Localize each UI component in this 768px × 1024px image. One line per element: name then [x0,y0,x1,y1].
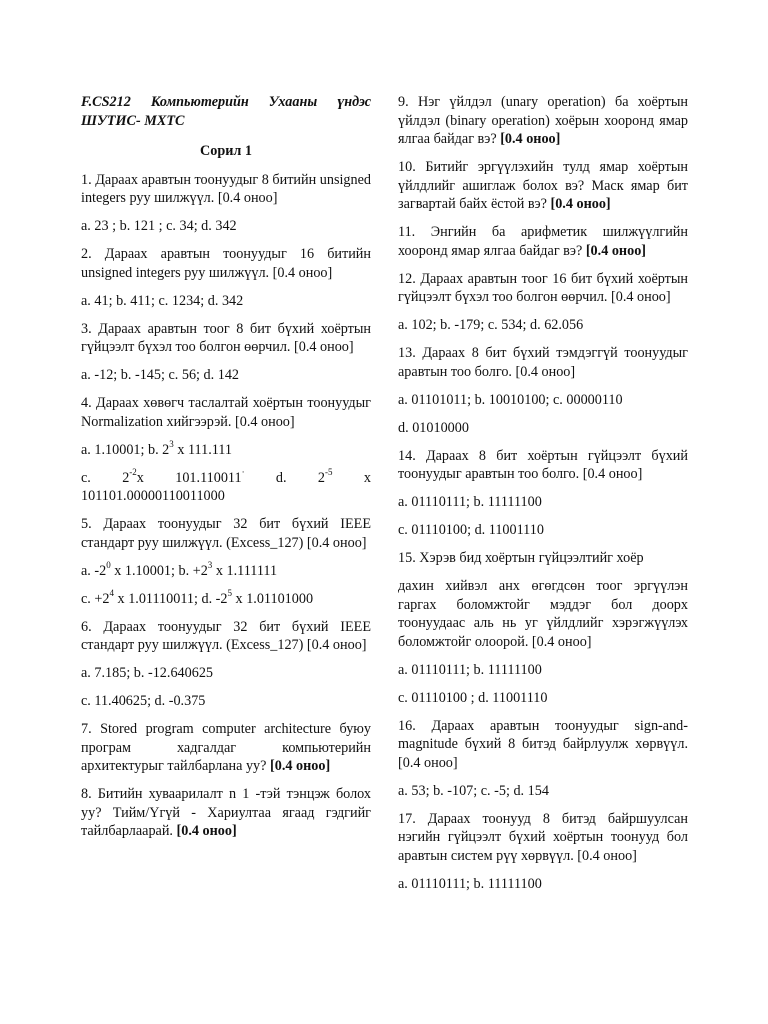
left-column [81,93,371,850]
question-16-options: a. 53; b. -107; c. -5; d. 154 [398,782,549,799]
question-12: 12. Дараах аравтын тоог 16 бит бүхий хоёртын гүйцээлт бүхэл тоо болгон өөрчил. [0.4 оноо] [398,270,688,305]
question-15-line1: 15. Хэрэв бид хоёртын гүйцээлтийг хоёр [398,550,644,566]
question-1-options: a. 23 ; b. 121 ; c. 34; d. 342 [81,218,237,234]
question-13-options-abc: a. 01101011; b. 10010100; c. 00000110 [398,391,623,408]
question-5-options-cd: c. $+2^4$ x 1.01110011; d. $-2^5$ x 1.01101000 [81,587,314,607]
question-8: 8. Битийн хуваарилалт n 1 -тэй тэнцэж болох уу? Тийм/Үгүй - Хариултаа ягаад гэдгийг тайлбарлаарай. [0.4 оноо] [81,786,371,839]
question-4: 4. Дараах хөвөгч таслалтай хоёртын тоонуудыг Normalization хийгээрэй. [0.4 оноо] [81,395,371,430]
question-15-options-cd: c. 01110100 ; d. 11001110 [398,689,548,706]
question-5-options-ab: a. $-2^0$ x 1.10001; b. $+2^3$ x 1.111111 [81,559,278,579]
question-13-options-d: d. 01010000 [398,419,469,436]
question-14-options-cd: c. 01110100; d. 11001110 [398,522,544,538]
question-9: 9. Нэг үйлдэл (unary operation) ба хоёртын үйлдэл (binary operation) хоёрын хооронд ямар ялгаа байдаг вэ? [0.4 оноо] [398,94,688,147]
question-16: 16. Дараах аравтын тоонуудыг sign-and-magnitude бүхий 8 битэд байрлуулж хөрвүүл. [0.4 оноо] [398,717,688,771]
question-12-options: a. 102; b. -179; c. 534; d. 62.056 [398,317,584,333]
question-11: 11. Энгийн ба арифметик шилжүүлгийн хооронд ямар ялгаа байдаг вэ? [0.4 оноо] [398,224,688,259]
question-3: 3. Дараах аравтын тоог 8 бит бүхий хоёртын гүйцээлт бүхэл тоо болгон өөрчил. [0.4 оноо] [81,320,371,355]
question-2-options: a. 41; b. 411; c. 1234; d. 342 [81,292,244,309]
question-15-options-ab: a. 01110111; b. 11111100 [398,661,542,678]
question-13: 13. Дараах 8 бит бүхий тэмдэггүй тоонуудыг аравтын тоо болго. [0.4 оноо] [398,345,688,380]
right-column [398,93,688,903]
question-7: 7. Stored program computer architecture буюу програм хадгалдаг компьютерийн архитектурыг тайлбарлана уу? [0.4 оноо] [81,721,371,774]
course-header: F.CS212 Компьютерийн Ухааны үндэс ШУТИС- МХТС [81,94,371,129]
question-3-options: a. -12; b. -145; c. 56; d. 142 [81,367,240,383]
question-5: 5. Дараах тоонуудыг 32 бит бүхий IEEE стандарт руу шилжүүл. (Excess_127) [0.4 оноо] [81,516,371,551]
question-15-line2: дахин хийвэл анх өгөгдсөн тоог эргүүлэн гаргах боломжтойг мэддэг бол доорх тоонуудаас аль нь уг үйлдлийг хэрэгжүүлэх боломжтойг олоорой. [0.4 оноо] [398,578,688,650]
page-title: Сорил 1 [199,143,252,159]
question-10: 10. Битийг эргүүлэхийн тулд ямар хоёртын үйлдлийг ашиглаж болох вэ? Маск ямар бит загвартай байх ёстой вэ? [0.4 оноо] [398,159,688,212]
question-6: 6. Дараах тоонуудыг 32 бит бүхий IEEE стандарт руу шилжүүл. (Excess_127) [0.4 оноо] [81,618,371,653]
question-14-options-ab: a. 01110111; b. 11111100 [398,494,542,510]
question-17-options: a. 01110111; b. 11111100 [398,875,542,892]
question-4-options-d-cont: 101101.00000110011000 [81,488,225,504]
question-17: 17. Дараах тоонууд 8 битэд байршуулсан нэгийн гүйцээлт бүхий хоёртын тоонууд бол аравтын систем рүү хөрвүүл. [0.4 оноо] [398,810,688,864]
question-6-options-cd: c. 11.40625; d. -0.375 [81,693,206,709]
question-2: 2. Дараах аравтын тоонуудыг 16 битийн unsigned integers руу шилжүүл. [0.4 оноо] [81,246,371,281]
question-4-options-ab: a. 1.10001; b. $2^3$ x 111.111 [81,438,232,458]
question-6-options-ab: a. 7.185; b. -12.640625 [81,665,214,681]
question-14: 14. Дараах 8 бит хоёртын гүйцээлт бүхий тоонуудыг аравтын тоо болго. [0.4 оноо] [398,447,688,482]
question-4-options-cd: c. $2^{-2}x$ 101.110011· d. $2^{-5}$ x [81,466,371,486]
question-1: 1. Дараах аравтын тоонуудыг 8 битийн unsigned integers руу шилжүүл. [0.4 оноо] [81,171,371,206]
